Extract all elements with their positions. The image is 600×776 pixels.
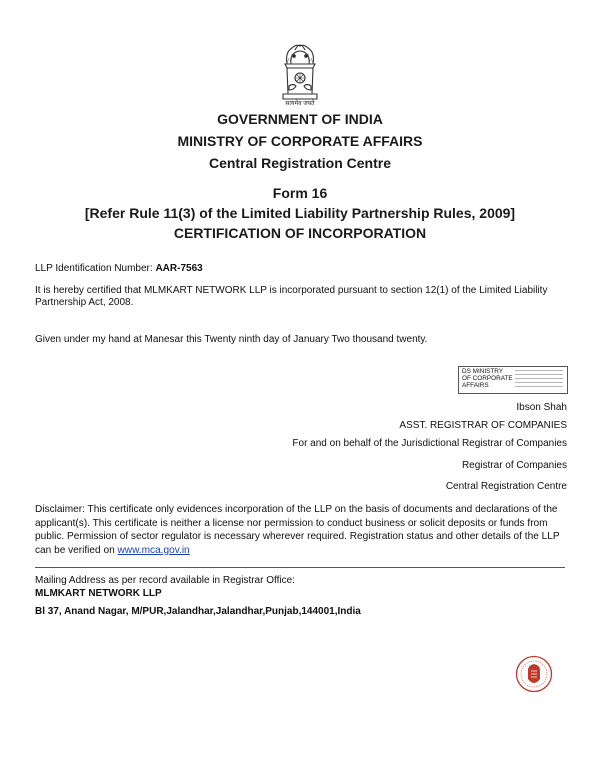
digital-signature-label: DS MINISTRY OF CORPORATE AFFAIRS [462,368,513,389]
certification-text: It is hereby certified that MLMKART NETWORK LLP is incorporated pursuant to section 12(1) of the Limited Liability Partnership Act, 2008. [35,285,548,308]
divider [35,567,565,568]
centre-text: Central Registration Centre [445,481,567,492]
digital-signature-box [458,366,568,394]
signatory-designation: ASST. REGISTRAR OF COMPANIES [399,420,567,431]
given-under-hand-text: Given under my hand at Manesar this Twenty ninth day of January Two thousand twenty. [35,334,428,345]
mca-website-link[interactable]: www.mca.gov.in [117,544,190,556]
national-emblem-icon [265,34,335,108]
signatory-name: Ibson Shah [516,402,567,413]
rule-reference: [Refer Rule 11(3) of the Limited Liability Partnership Rules, 2009] [84,205,516,221]
registrar-text: Registrar of Companies [461,460,567,471]
ministry-heading: MINISTRY OF CORPORATE AFFAIRS [177,133,423,149]
disclaimer-text: Disclaimer: This certificate only evidences incorporation of the LLP on the basis of documents and declarations of the applicant(s). This certificate is neither a license nor permission to conduct business or solicit deposits or funds from public. Permission of sector regulator is necessary wherever required. Registration status and other details of the LLP can be verified on [35,504,560,556]
government-heading: GOVERNMENT OF INDIA [217,111,383,127]
mailing-address-label: Mailing Address as per record available in Registrar Office: [35,575,295,586]
certificate-title: CERTIFICATION OF INCORPORATION [173,225,427,241]
llp-id-number: AAR-7563 [155,263,203,274]
form-number: Form 16 [272,185,328,201]
emblem-motto: सत्यमेव जयते [285,101,315,107]
llp-id-label: LLP Identification Number: [35,263,153,274]
disclaimer [35,503,568,557]
mailing-address: Bl 37, Anand Nagar, M/PUR,Jalandhar,Jalandhar,Punjab,144001,India [35,606,361,617]
signature-details-lines [515,370,563,390]
on-behalf-text: For and on behalf of the Jurisdictional Registrar of Companies [292,438,567,449]
mailing-name: MLMKART NETWORK LLP [35,588,162,599]
mca-seal-icon [515,655,553,693]
llp-identification [35,263,203,274]
registration-centre-heading: Central Registration Centre [208,155,392,171]
